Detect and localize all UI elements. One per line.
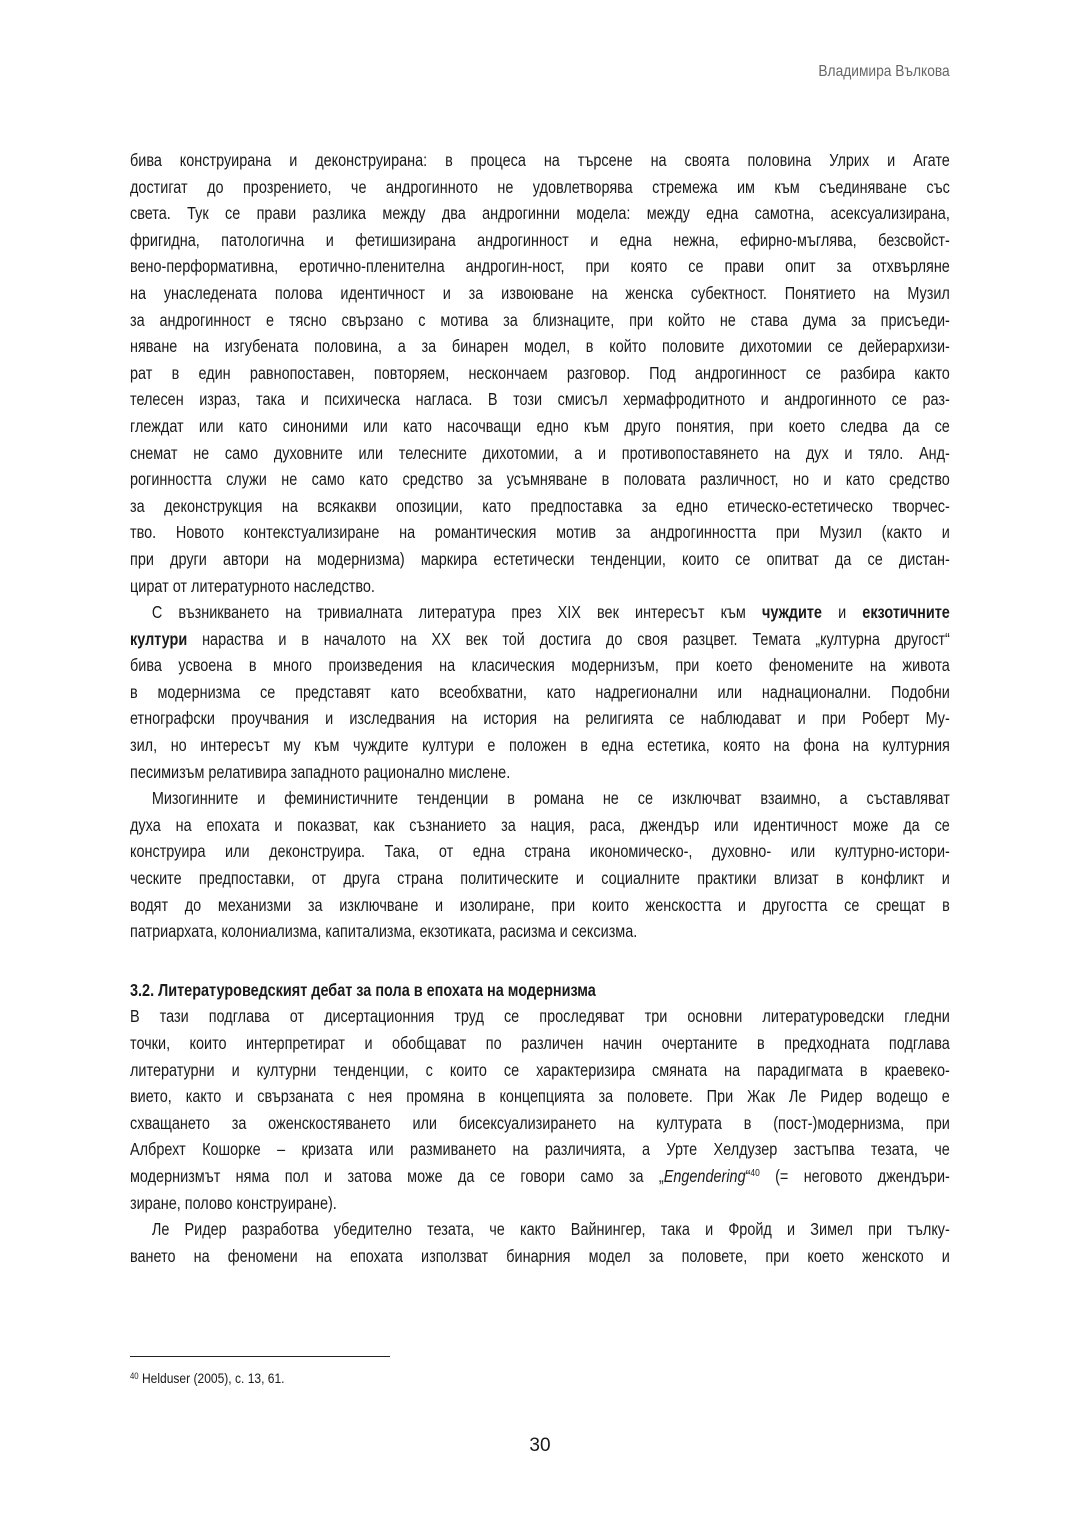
text-line [130, 599, 950, 626]
bold-term: чуждите [761, 602, 822, 623]
footnote-text: Helduser (2005), с. 13, 61. [138, 1370, 285, 1386]
text-line: бива усвоена в много произведения на класическия модернизъм, при което феномените на живота [130, 655, 950, 676]
text-line: Албрехт Кошорке – кризата или размиването на различията, а Урте Хелдузер застъпва тезата, че [130, 1139, 950, 1160]
text-line: тво. Новото контекстуализиране на романтическия мотив за андрогинността при Музил (както и [130, 522, 950, 543]
text-line: вено-перформативна, еротично-пленителна андрогин-ност, при която се прави опит за отхвърляне [130, 256, 950, 277]
paragraph-5 [130, 1216, 950, 1269]
text-line: духа на епохата и показват, как съзнанието за нация, раса, джендър или идентичност може да се [130, 814, 950, 835]
text-run: модернизмът няма пол и затова може да се говори само за „ [130, 1165, 664, 1186]
text-line: патриархата, колониализма, капитализма, екзотиката, расизма и сексизма. [130, 921, 638, 942]
page-body [130, 147, 950, 1269]
text-line: Мизогинните и феминистичните тенденции в романа не се изключват взаимно, а съставляват [151, 788, 950, 809]
text-run: “ [745, 1165, 751, 1186]
italic-term: Engendering [663, 1165, 746, 1186]
text-line: света. Тук се прави разлика между два андрогинни модела: между една самотна, асексуализирана, [130, 203, 950, 224]
text-line: водят до механизми за изключване и изолиране, при които женскостта и другостта се срещат в [130, 894, 950, 915]
paragraph-2 [130, 599, 950, 785]
text-line: рат в един равнопоставен, повторяем, нескончаем разговор. Под андрогинност се разбира както [130, 362, 950, 383]
text-line: фригидна, патологична и фетишизирана андрогинност и една нежна, ефирно-мъглява, безсвойст- [130, 229, 950, 250]
text-run: (= неговото джендъри- [759, 1165, 950, 1186]
text-line: вието, както и свързаната с нея промяна в концепцията за половете. При Жак Ле Ридер водещо е [130, 1086, 950, 1107]
running-header-author: Владимира Вълкова [818, 63, 950, 80]
text-run: нараства и в началото на XX век той достига до своя разцвет. Темата „културна другост“ [187, 628, 950, 649]
text-line: в модернизма се представят като всеобхватни, като надрегионални или наднационални. Подобни [130, 681, 950, 702]
text-line: телесен израз, така и психическа нагласа. В този смисъл хермафродитното и андрогинното се раз- [130, 389, 950, 410]
text-line: достигат до прозрението, че андрогинното не удовлетворява стремежа им към съединяване със [130, 176, 950, 197]
footnote-divider [130, 1356, 390, 1357]
paragraph-1 [130, 147, 950, 599]
paragraph-3 [130, 785, 950, 945]
text-line: песимизъм релативира западното рационално мислене. [130, 761, 511, 782]
text-line [130, 1163, 950, 1190]
footnote-reference[interactable]: 40 [750, 1167, 760, 1179]
text-line: Ле Ридер разработва убедително тезата, че както Вайнингер, така и Фройд и Зимел при тълку- [151, 1219, 950, 1240]
text-line: глеждат или като синоними или като насочващи едно към друго понятия, при което следва да се [130, 415, 950, 436]
text-line: няване на изгубената половина, а за бинарен модел, в който половите дихотомии се дейерархизи- [130, 336, 950, 357]
text-line: цират от литературното наследство. [130, 575, 375, 596]
text-line: етнографски проучвания и изследвания на история на религията се наблюдават и при Роберт Му- [130, 708, 950, 729]
text-line: литературни и културни тенденции, с които се характеризира смяната на парадигмата в краевеко- [130, 1059, 950, 1080]
text-line: зиране, полово конструиране). [130, 1192, 337, 1213]
text-run: и [821, 602, 863, 623]
bold-term: култури [130, 628, 188, 649]
page-number: 30 [529, 1435, 551, 1456]
text-line: бива конструирана и деконструирана: в процеса на търсене на своята половина Улрих и Агате [130, 150, 950, 170]
text-line: В тази подглава от дисертационния труд се проследяват три основни литературоведски гледни [130, 1006, 950, 1027]
text-line: зил, но интересът му към чуждите култури е положен в една естетика, която на фона на културния [130, 735, 950, 756]
text-line: ването на феномени на епохата използват бинарния модел за половете, при което женското и [130, 1245, 950, 1266]
section-heading: 3.2. Литературоведският дебат за пола в епохата на модернизма [130, 979, 596, 1000]
bold-term: екзотичните [862, 602, 950, 623]
section-3-2 [130, 977, 950, 1216]
text-line: за деконструкция на всякакви опозиции, като предпоставка за едно етическо-естетическо творчес- [130, 495, 950, 516]
text-line: ческите предпоставки, от друга страна политическите и социалните практики влизат в конфликт и [130, 868, 950, 889]
footnote [130, 1370, 285, 1386]
text-line: на унаследената полова идентичност и за извоюване на женска субектност. Понятието на Музил [130, 282, 950, 303]
text-line: рогинността служи не само като средство за усъмняване в половата различност, но и като средство [130, 469, 950, 490]
text-line [130, 626, 950, 653]
text-line: за андрогинност е тясно свързано с мотива за близнаците, при който не става дума за присъеди- [130, 309, 950, 330]
footnote-number: 40 [130, 1371, 139, 1381]
text-line: конструира или деконструира. Така, от една страна икономическо-, духовно- или културно-истори- [130, 841, 950, 862]
text-line: точки, които интерпретират и обобщават по различен начин очертаните в предходната подглава [130, 1033, 950, 1053]
text-line: схващането за оженскостяването или бисексуализирането на културата в (пост-)модернизма, при [130, 1112, 950, 1133]
text-line: при други автори на модернизма) маркира естетически тенденции, които се опитват да се дистан- [130, 548, 950, 569]
text-run: С възникването на тривиалната литература през XIX век интересът към [151, 602, 762, 623]
text-line: снемат не само духовните или телесните дихотомии, а и противопоставянето на дух и тяло. Анд- [130, 442, 950, 463]
